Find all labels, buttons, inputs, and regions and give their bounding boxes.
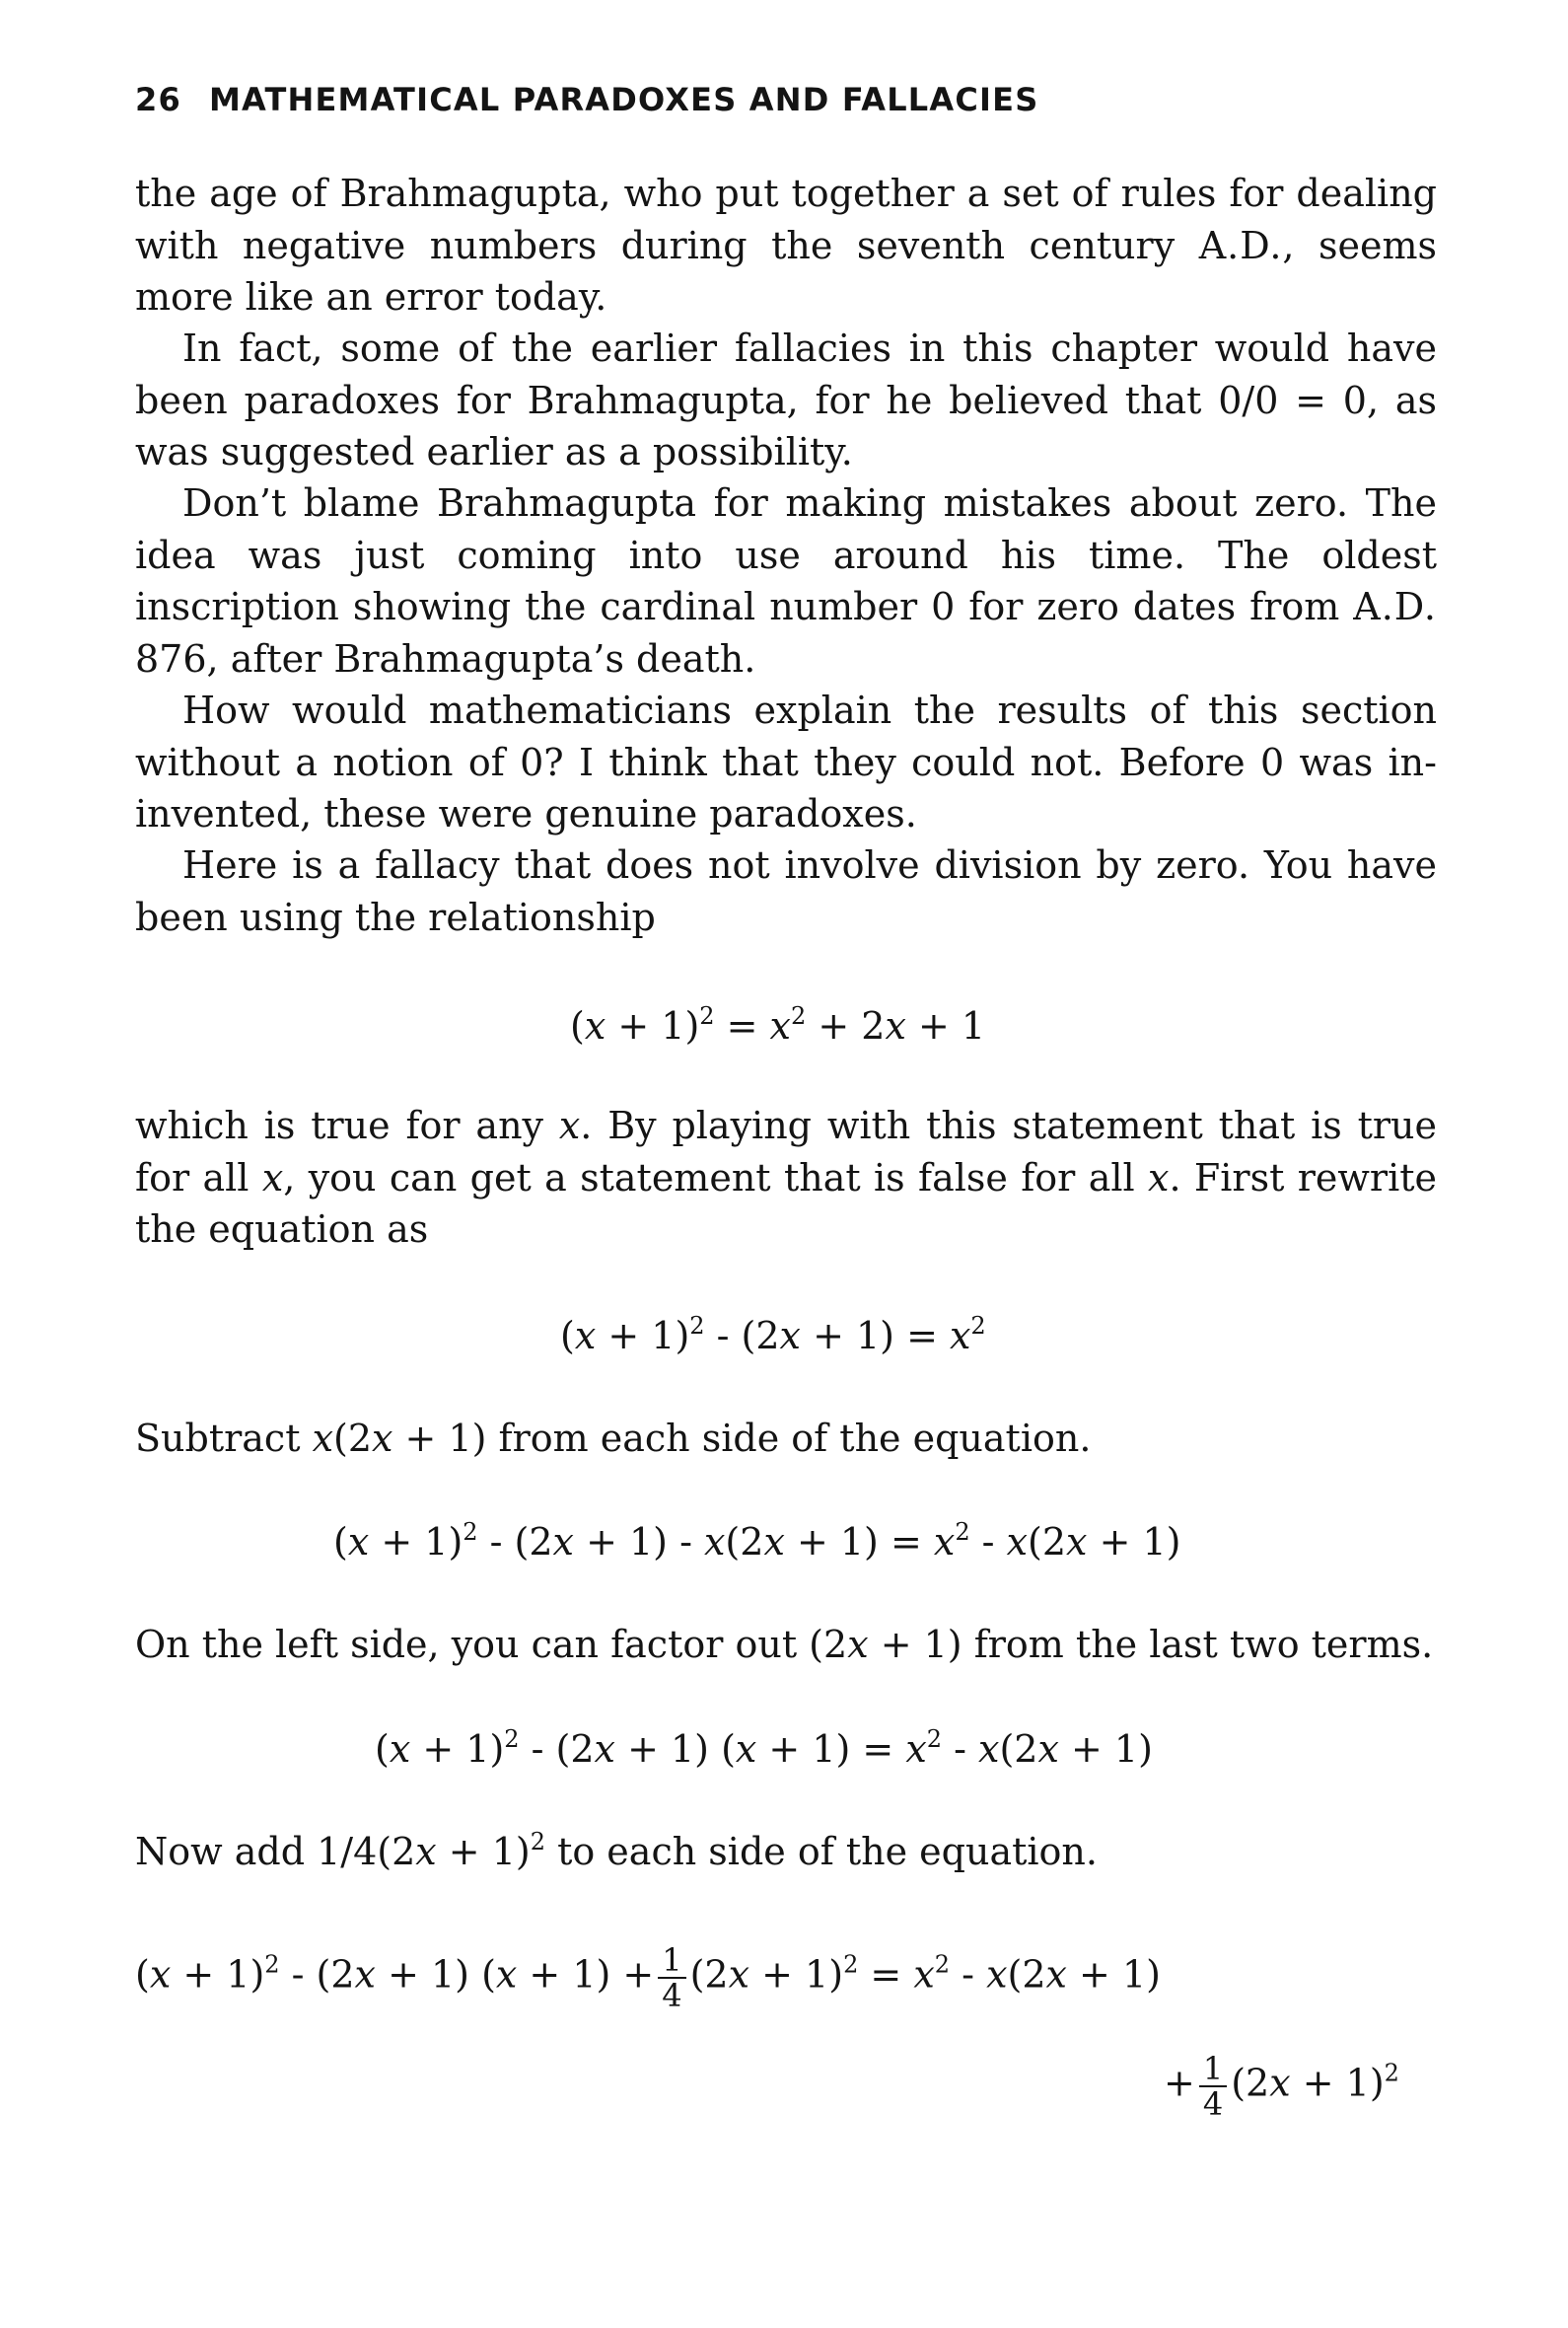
paragraph-4: How would mathematicians explain the results of this section without a notion of 0? I think that they could not. Before 0 was in-invented, these were genuine paradoxes. xyxy=(135,689,1437,836)
paragraph-5: Here is a fallacy that does not involve division by zero. You have been using the relationship xyxy=(135,843,1437,939)
running-head xyxy=(135,81,1038,118)
book-title: MATHEMATICAL PARADOXES AND FALLACIES xyxy=(208,81,1039,118)
equation-3: $(x + 1)^2 - (2x + 1) - x(2x + 1) = x^2 - x(2x + 1)$ xyxy=(333,1518,1181,1564)
paragraph-2: In fact, some of the earlier fallacies in this chapter would have been paradoxes for Brahmagupta, for he believed that 0/0 = 0, as was suggested earlier as a possibility. xyxy=(135,327,1437,473)
paragraph-6: which is true for any x. By playing with this statement that is true for all x, you can get a statement that is false for all x. First rewrite the equation as xyxy=(135,1104,1438,1251)
equation-1: $(x + 1)^2 = x^2 + 2x + 1$ xyxy=(570,1002,986,1048)
equation-5-line-2: + $\frac{1}{4}$ $(2x + 1)^2$ xyxy=(1164,2050,1399,2123)
paragraph-7: Subtract x(2x + 1) from each side of the equation. xyxy=(135,1417,1092,1460)
paragraph-1: the age of Brahmagupta, who put together a set of rules for dealing with negative numbers during the seventh century A.D., seems more like an error today. xyxy=(135,172,1438,319)
paragraph-8: On the left side, you can factor out (2x + 1) from the last two terms. xyxy=(135,1623,1434,1666)
fraction-one-quarter: $\frac{1}{4}$ xyxy=(1199,2052,1227,2121)
paragraph-3: Don’t blame Brahmagupta for making mistakes about zero. The idea was just coming into use around his time. The oldest inscription showing the cardinal number 0 for zero dates from A.D. 876, after Brahmagupta’s death. xyxy=(135,481,1437,681)
equation-2: $(x + 1)^2 - (2x + 1) = x^2$ xyxy=(560,1312,986,1357)
fraction-one-quarter: $\frac{1}{4}$ xyxy=(658,1943,685,2012)
page-number: 26 xyxy=(135,81,181,118)
equation-5-line-1: $(x + 1)^2 - (2x + 1)$ (x + 1) + $\frac{1}{4}$ $(2x + 1)^2 = x^2 - x(2x + 1)$ xyxy=(135,1941,1161,2014)
equation-4: $(x + 1)^2 - (2x + 1)$ $(x + 1) = x^2 - x(2x + 1)$ xyxy=(375,1725,1153,1771)
paragraph-9: Now add $1/4(2x + 1)^2$ to each side of the equation. xyxy=(135,1828,1098,1873)
